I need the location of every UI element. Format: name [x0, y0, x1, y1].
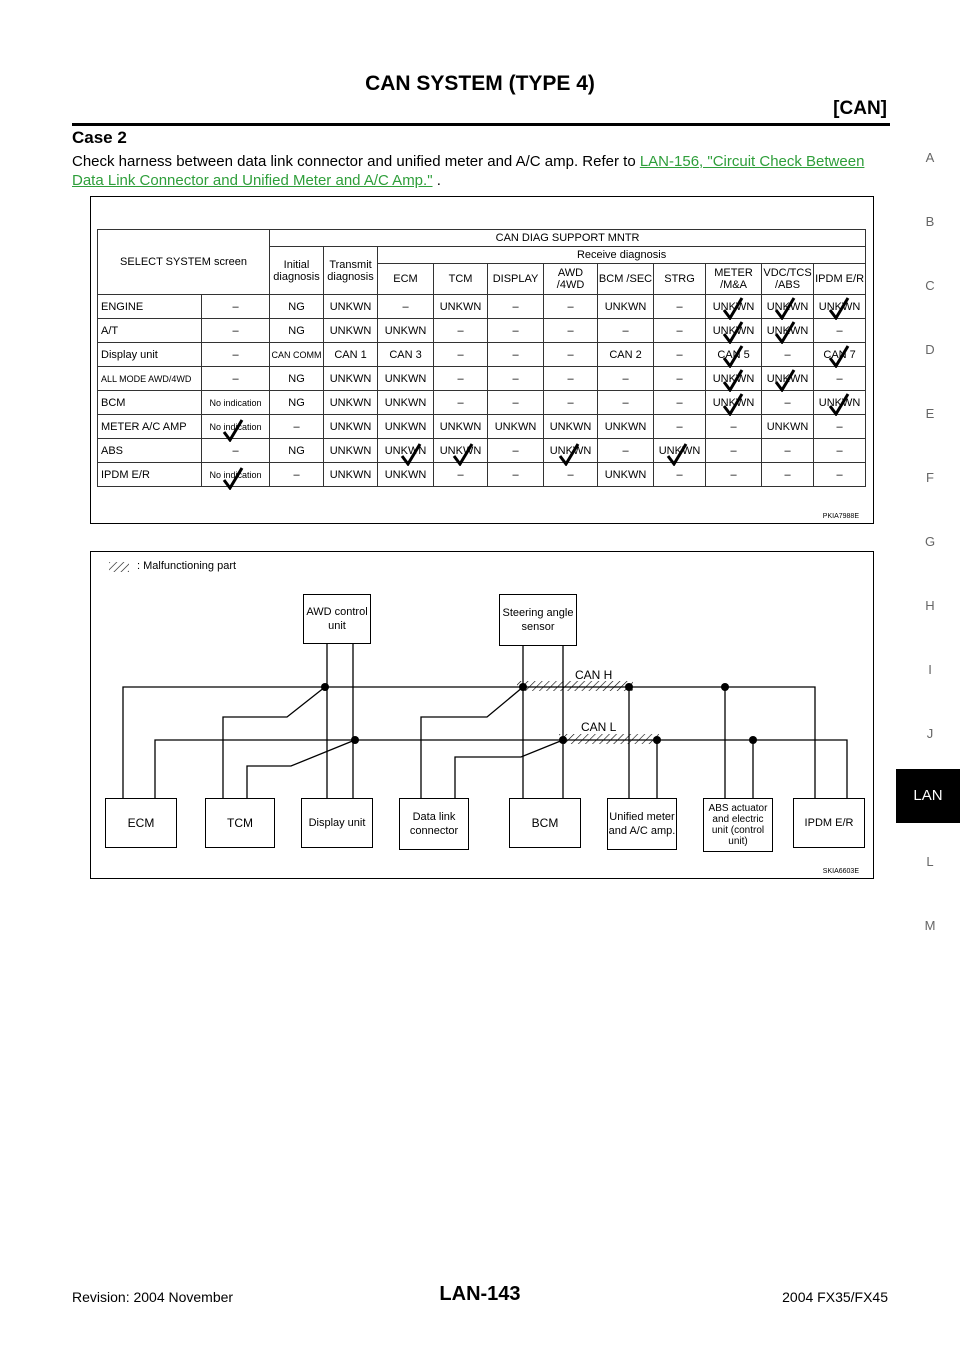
table-row [98, 391, 866, 415]
table-cell: – [598, 439, 654, 463]
table-cell: No indication [202, 463, 270, 487]
col-awd: AWD /4WD [544, 264, 598, 295]
row-label: ABS [98, 439, 202, 463]
table-cell: UNKWN [378, 319, 434, 343]
table-cell: No indication [202, 391, 270, 415]
table-cell: – [488, 463, 544, 487]
tab-lan-active[interactable]: LAN [896, 769, 960, 823]
table-cell: – [544, 463, 598, 487]
row-label: METER A/C AMP [98, 415, 202, 439]
table-cell: UNKWN [434, 415, 488, 439]
abs-actuator-box: ABS actuator and electric unit (control unit) [703, 798, 773, 852]
tab-f[interactable]: F [926, 470, 934, 485]
table-row [98, 415, 866, 439]
table-cell: NG [270, 319, 324, 343]
figure-id: PKIA7988E [822, 513, 859, 520]
table-cell: – [488, 391, 544, 415]
table-row [98, 319, 866, 343]
table-cell: UNKWN [544, 439, 598, 463]
col-tcm: TCM [434, 264, 488, 295]
table-cell: CAN 2 [598, 343, 654, 367]
table-cell: UNKWN [378, 463, 434, 487]
legend-label: : Malfunctioning part [137, 560, 237, 572]
table-cell: – [814, 319, 866, 343]
table-cell: UNKWN [654, 439, 706, 463]
table-cell: – [544, 367, 598, 391]
col-ipdm: IPDM E/R [814, 264, 866, 295]
table-cell: NG [270, 367, 324, 391]
table-cell: – [706, 415, 762, 439]
table-cell: – [202, 295, 270, 319]
table-cell: – [814, 415, 866, 439]
tab-b[interactable]: B [925, 214, 935, 229]
check-mark-icon [722, 320, 744, 344]
table-cell: UNKWN [598, 463, 654, 487]
check-mark-icon [828, 296, 850, 320]
table-cell: UNKWN [706, 295, 762, 319]
display-unit-box: Display unit [301, 798, 373, 848]
table-cell: – [762, 343, 814, 367]
check-mark-icon [400, 442, 422, 466]
can-diag-table-figure [90, 196, 874, 524]
section-tag: [CAN] [833, 98, 887, 119]
table-cell: UNKWN [598, 295, 654, 319]
tab-e[interactable]: E [925, 406, 935, 421]
table-row [98, 439, 866, 463]
table-cell: UNKWN [706, 391, 762, 415]
check-mark-icon [722, 368, 744, 392]
can-h-line [123, 687, 815, 798]
page-title: CAN SYSTEM (TYPE 4) [365, 72, 595, 95]
tab-m[interactable]: M [924, 918, 936, 933]
table-cell: – [202, 439, 270, 463]
table-cell: – [202, 343, 270, 367]
table-cell: UNKWN [762, 319, 814, 343]
table-cell: – [434, 391, 488, 415]
tab-g[interactable]: G [924, 534, 936, 549]
table-cell: – [706, 439, 762, 463]
check-mark-icon [722, 296, 744, 320]
table-cell: CAN 1 [324, 343, 378, 367]
col-vdc: VDC/TCS /ABS [762, 264, 814, 295]
table-cell: – [654, 295, 706, 319]
table-cell: – [654, 463, 706, 487]
check-mark-icon [828, 344, 850, 368]
table-cell: – [762, 439, 814, 463]
table-cell: – [488, 295, 544, 319]
table-cell: UNKWN [814, 391, 866, 415]
check-mark-icon [722, 344, 744, 368]
table-cell: UNKWN [814, 295, 866, 319]
table-cell: – [544, 343, 598, 367]
table-cell: UNKWN [378, 367, 434, 391]
table-cell: UNKWN [706, 319, 762, 343]
check-mark-icon [558, 442, 580, 466]
table-cell: – [544, 319, 598, 343]
tab-h[interactable]: H [925, 598, 935, 613]
steering-angle-sensor-box: Steering angle sensor [499, 594, 577, 646]
case-title: Case 2 [72, 128, 127, 147]
table-cell: – [544, 295, 598, 319]
tab-c[interactable]: C [925, 278, 935, 293]
awd-control-unit-box: AWD control unit [303, 594, 371, 644]
check-mark-icon [774, 296, 796, 320]
table-cell: UNKWN [544, 415, 598, 439]
row-label: BCM [98, 391, 202, 415]
table-cell: – [488, 343, 544, 367]
row-label: A/T [98, 319, 202, 343]
table-cell: UNKWN [324, 295, 378, 319]
transmit-diagnosis-header: Transmit diagnosis [324, 247, 378, 295]
tab-i[interactable]: I [928, 662, 932, 677]
table-cell: UNKWN [378, 391, 434, 415]
malfunction-can-h [517, 681, 633, 691]
model-label: 2004 FX35/FX45 [782, 1289, 888, 1305]
table-cell: – [598, 319, 654, 343]
table-cell: – [814, 463, 866, 487]
check-mark-icon [222, 466, 244, 490]
ecm-box: ECM [105, 798, 177, 848]
tab-l[interactable]: L [926, 854, 934, 869]
table-cell: – [598, 367, 654, 391]
table-cell: UNKWN [378, 415, 434, 439]
table-cell: CAN COMM [270, 343, 324, 367]
table-cell: UNKWN [324, 463, 378, 487]
can-l-label: CAN L [581, 720, 617, 734]
table-cell: – [762, 463, 814, 487]
table-cell: – [270, 463, 324, 487]
ipdm-box: IPDM E/R [793, 798, 865, 848]
table-cell: – [814, 439, 866, 463]
table-cell: – [488, 367, 544, 391]
table-cell: NG [270, 295, 324, 319]
table-cell: – [434, 463, 488, 487]
table-cell: – [434, 367, 488, 391]
revision-label: Revision: 2004 November [72, 1289, 234, 1305]
table-cell: CAN 7 [814, 343, 866, 367]
table-cell: CAN 5 [706, 343, 762, 367]
tab-a[interactable]: A [925, 150, 935, 165]
tab-d[interactable]: D [925, 342, 935, 357]
table-cell: UNKWN [598, 415, 654, 439]
check-mark-icon [666, 442, 688, 466]
paragraph-end: . [432, 172, 441, 189]
can-diag-support-header: CAN DIAG SUPPORT MNTR [270, 230, 866, 247]
table-row [98, 295, 866, 319]
table-cell: – [654, 391, 706, 415]
table-cell: – [814, 367, 866, 391]
legend-hatch [109, 562, 129, 572]
table-cell: – [270, 415, 324, 439]
select-system-header: SELECT SYSTEM screen [98, 230, 270, 295]
paragraph-text: Check harness between data link connector and unified meter and A/C amp. Refer to [72, 153, 640, 170]
table-cell: UNKWN [706, 367, 762, 391]
instruction-paragraph [72, 152, 892, 190]
col-display: DISPLAY [488, 264, 544, 295]
figure-id: SKIA6603E [822, 868, 859, 875]
table-cell: – [378, 295, 434, 319]
bcm-box: BCM [509, 798, 581, 848]
table-cell: – [654, 415, 706, 439]
table-cell: UNKWN [434, 295, 488, 319]
table-cell: – [488, 439, 544, 463]
col-bcm: BCM /SEC [598, 264, 654, 295]
table-cell: – [654, 367, 706, 391]
col-strg: STRG [654, 264, 706, 295]
table-cell: – [202, 367, 270, 391]
table-cell: – [706, 463, 762, 487]
table-cell: UNKWN [324, 319, 378, 343]
table-cell: UNKWN [762, 367, 814, 391]
check-mark-icon [452, 442, 474, 466]
table-cell: UNKWN [324, 391, 378, 415]
tcm-box: TCM [205, 798, 275, 848]
diag-table-body [98, 295, 866, 487]
table-cell: – [202, 319, 270, 343]
unified-meter-box: Unified meter and A/C amp. [607, 798, 677, 850]
can-diag-table [97, 229, 866, 487]
table-row [98, 463, 866, 487]
table-cell: UNKWN [378, 439, 434, 463]
tab-j[interactable]: J [926, 726, 934, 741]
col-ecm: ECM [378, 264, 434, 295]
table-cell: NG [270, 439, 324, 463]
malfunction-can-l [559, 734, 659, 744]
table-cell: – [434, 343, 488, 367]
table-cell: UNKWN [762, 295, 814, 319]
table-cell: – [654, 319, 706, 343]
table-cell: – [544, 391, 598, 415]
table-cell: UNKWN [324, 367, 378, 391]
table-cell: – [598, 391, 654, 415]
header-rule [72, 123, 890, 126]
check-mark-icon [828, 392, 850, 416]
table-cell: – [762, 391, 814, 415]
table-cell: UNKWN [324, 415, 378, 439]
table-cell: UNKWN [434, 439, 488, 463]
row-label: Display unit [98, 343, 202, 367]
table-row [98, 367, 866, 391]
check-mark-icon [222, 418, 244, 442]
check-mark-icon [774, 320, 796, 344]
can-l-line [155, 740, 847, 798]
row-label: IPDM E/R [98, 463, 202, 487]
check-mark-icon [722, 392, 744, 416]
row-label: ALL MODE AWD/4WD [98, 367, 202, 391]
table-row [98, 343, 866, 367]
can-h-label: CAN H [575, 668, 613, 682]
table-cell: NG [270, 391, 324, 415]
receive-diagnosis-header: Receive diagnosis [378, 247, 866, 264]
reference-link[interactable]: LAN-156, "Circuit Check Between Data Link Connector and Unified Meter and A/C Amp." [72, 153, 865, 189]
table-cell: UNKWN [762, 415, 814, 439]
check-mark-icon [774, 368, 796, 392]
table-cell: UNKWN [324, 439, 378, 463]
initial-diagnosis-header: Initial diagnosis [270, 247, 324, 295]
table-cell: UNKWN [488, 415, 544, 439]
table-cell: No indication [202, 415, 270, 439]
page-number: LAN-143 [439, 1283, 521, 1305]
can-wiring-diagram [90, 551, 874, 879]
table-cell: – [434, 319, 488, 343]
data-link-connector-box: Data link connector [399, 798, 469, 850]
table-cell: CAN 3 [378, 343, 434, 367]
col-meter: METER /M&A [706, 264, 762, 295]
table-cell: – [654, 343, 706, 367]
row-label: ENGINE [98, 295, 202, 319]
table-cell: – [488, 319, 544, 343]
